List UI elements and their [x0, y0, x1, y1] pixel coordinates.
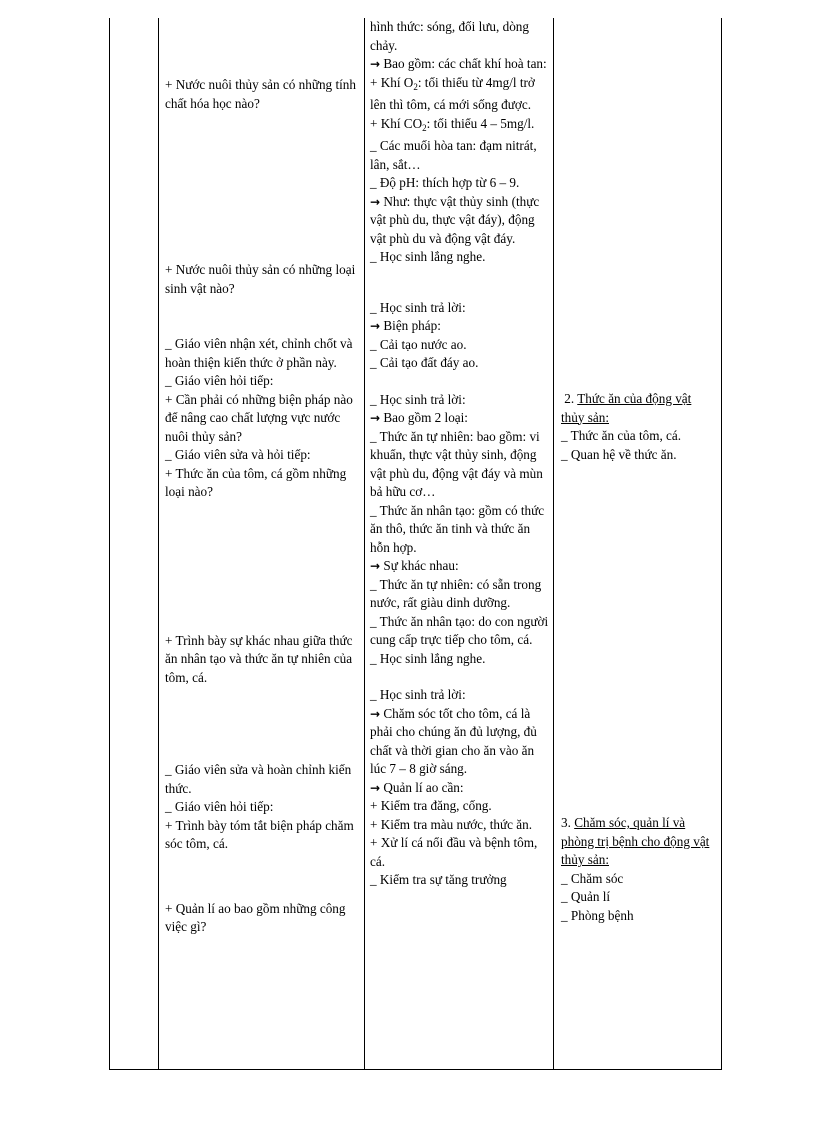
teacher-text: _ Giáo viên hỏi tiếp: — [165, 799, 274, 814]
teacher-text: _ Giáo viên sửa và hỏi tiếp: — [165, 447, 311, 462]
student-text: _ Học sinh trả lời: — [370, 391, 466, 407]
arrow-icon: → — [370, 411, 381, 425]
teacher-text: _ Giáo viên nhận xét, chỉnh chốt và hoàn thiện kiến thức ở phần này. — [165, 336, 353, 370]
student-text: _ Các muối hòa tan: đạm nitrát, lân, sắt… — [370, 138, 537, 172]
student-text: _ Thức ăn tự nhiên: bao gồm: vi khuẩn, thực vật thủy sinh, động vật phù du, động vật đáy và mùn bả hữu cơ… — [370, 428, 543, 499]
student-text: _ Thức ăn nhân tạo: gồm có thức ăn thô, thức ăn tinh và thức ăn hỗn hợp. — [370, 502, 545, 555]
student-column — [370, 18, 550, 890]
arrow-icon: → — [370, 706, 381, 721]
student-text: _ Kiểm tra sự tăng trưởng — [370, 872, 507, 887]
content-item: _ Chăm sóc — [561, 870, 624, 886]
content-item: _ Quản lí — [561, 889, 611, 904]
column-divider-1 — [158, 18, 159, 1070]
student-text: _ Học sinh lắng nghe. — [370, 249, 486, 264]
student-text: → Quản lí ao cần: — [370, 779, 464, 795]
student-text: _ Cải tạo đất đáy ao. — [370, 355, 479, 370]
student-text: _ Thức ăn tự nhiên: có sẵn trong nước, rất giàu dinh dưỡng. — [370, 576, 542, 610]
section-heading: 3. Chăm sóc, quản lí và phòng trị bệnh cho động vật thủy sản: — [561, 815, 710, 867]
teacher-text: _ Giáo viên hỏi tiếp: — [165, 373, 274, 388]
student-text: → Như: thực vật thủy sinh (thực vật phù du, thực vật đáy), động vật phù du và động vật đáy. — [370, 193, 540, 246]
student-text: + Khí $CO_2$: tối thiểu 4 – 5mg/l. — [370, 115, 535, 133]
question-chemical-properties: + Nước nuôi thủy sản có những tính chất hóa học nào? — [165, 77, 356, 111]
question-food-difference: + Trình bày sự khác nhau giữa thức ăn nhân tạo và thức ăn tự nhiên của tôm, cá. — [165, 632, 353, 685]
student-text: _ Học sinh trả lời: — [370, 687, 466, 702]
student-text: hình thức: sóng, đối lưu, dòng chảy. — [370, 19, 529, 53]
table-border-left — [109, 18, 110, 1070]
student-text: + Khí $O_2$: tối thiểu từ 4mg/l trở lên thì tôm, cá mới sống được. — [370, 74, 535, 112]
teacher-text: + Trình bày tóm tắt biện pháp chăm sóc tôm, cá. — [165, 817, 354, 851]
student-text: + Kiểm tra đăng, cống. — [370, 798, 492, 813]
arrow-icon: → — [370, 194, 381, 209]
teacher-column — [165, 18, 359, 937]
table-border-right — [721, 18, 722, 1070]
column-divider-2 — [364, 18, 365, 1070]
student-text: → Chăm sóc tốt cho tôm, cá là phải cho chúng ăn đủ lượng, đủ chất và thời gian cho ăn vào ăn lúc 7 – 8 giờ sáng. — [370, 705, 537, 776]
content-column — [561, 390, 717, 464]
student-text: → Sự khác nhau: — [370, 558, 459, 573]
content-column-section-3 — [561, 814, 717, 925]
student-text: → Biện pháp: — [370, 318, 441, 333]
table-border-bottom — [109, 1069, 722, 1070]
content-item: _ Thức ăn của tôm, cá. — [561, 428, 682, 443]
question-organisms: + Nước nuôi thủy sản có những loại sinh vật nào? — [165, 262, 356, 296]
student-text: _ Học sinh trả lời: — [370, 299, 466, 315]
arrow-icon: → — [370, 319, 381, 333]
teacher-text: + Cần phải có những biện pháp nào để nâng cao chất lượng vực nước nuôi thủy sản? — [165, 391, 353, 444]
column-divider-3 — [553, 18, 554, 1070]
student-text: + Kiểm tra màu nước, thức ăn. — [370, 816, 532, 832]
section-heading: 2. Thức ăn của động vật thủy sản: — [561, 391, 692, 425]
student-text: + Xử lí cá nổi đầu và bệnh tôm, cá. — [370, 835, 538, 869]
arrow-icon: → — [370, 559, 381, 573]
student-text: _ Cải tạo nước ao. — [370, 336, 467, 352]
student-text: _ Học sinh lắng nghe. — [370, 650, 486, 666]
question-pond-management: + Quản lí ao bao gồm những công việc gì? — [165, 900, 346, 934]
arrow-icon: → — [370, 780, 381, 795]
student-text: _ Độ pH: thích hợp từ 6 – 9. — [370, 175, 520, 190]
student-text: → Bao gồm 2 loại: — [370, 410, 468, 425]
teacher-text: + Thức ăn của tôm, cá gồm những loại nào? — [165, 465, 347, 499]
student-text: → Bao gồm: các chất khí hoà tan: — [370, 56, 547, 71]
content-item: _ Phòng bệnh — [561, 907, 634, 923]
teacher-text: _ Giáo viên sửa và hoàn chỉnh kiến thức. — [165, 762, 352, 796]
student-text: _ Thức ăn nhân tạo: do con người cung cấp trực tiếp cho tôm, cá. — [370, 613, 549, 647]
arrow-icon: → — [370, 57, 381, 71]
content-item: _ Quan hệ về thức ăn. — [561, 446, 677, 462]
